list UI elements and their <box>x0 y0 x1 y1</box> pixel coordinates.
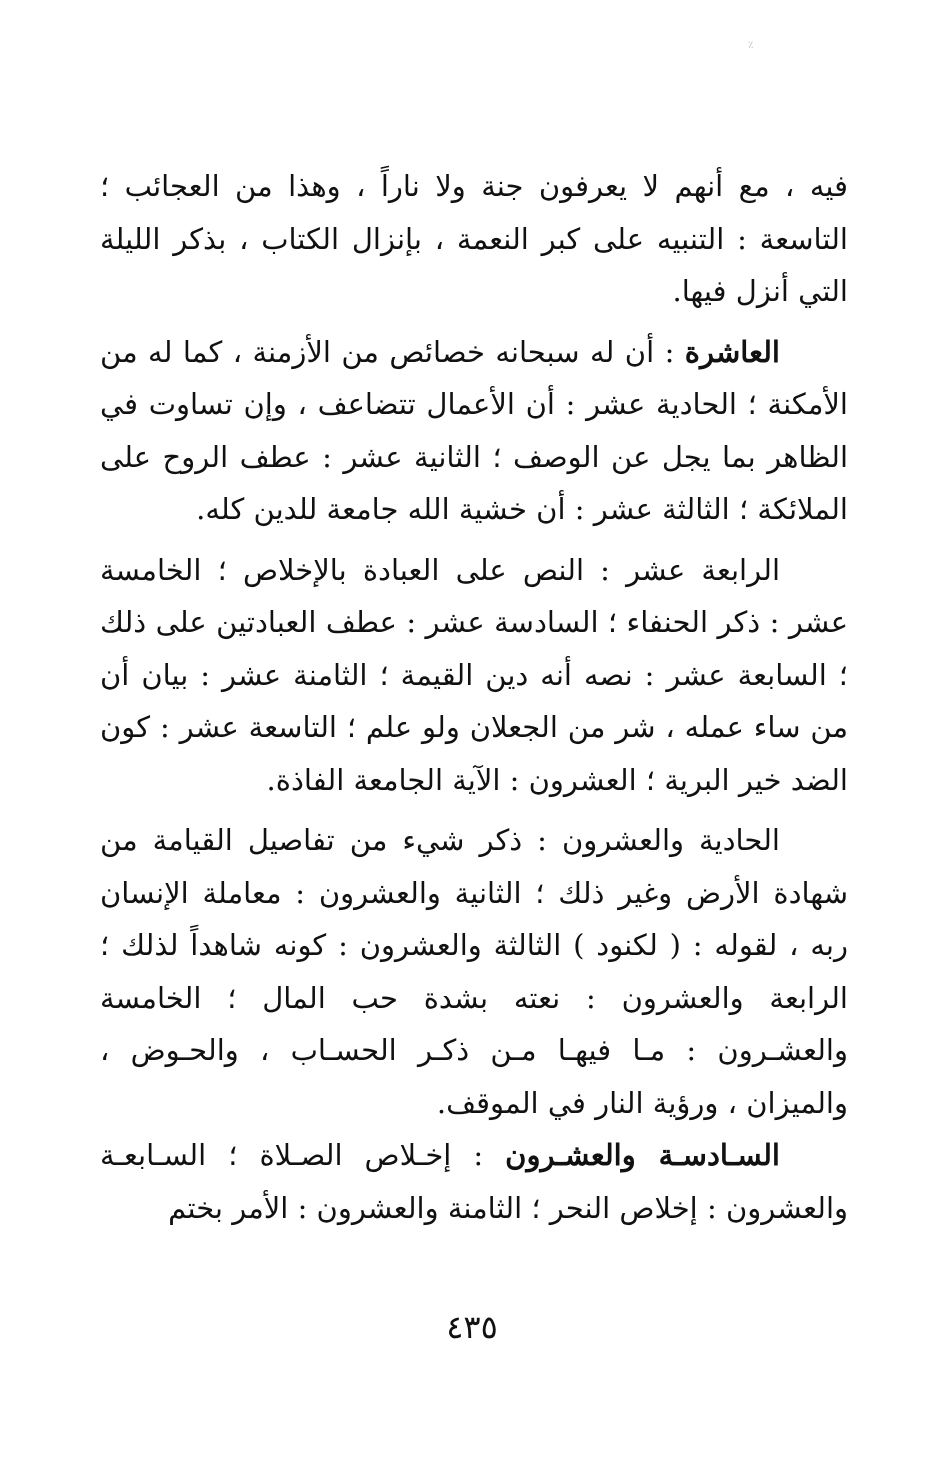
paragraph-1 <box>100 160 848 318</box>
paragraph-3-text: الرابعة عشر : النص على العبادة بالإخلاص ؛ الخامسة عشر : ذكر الحنفاء ؛ السادسة عشر : عطف العبادتين على ذلك ؛ السابعة عشر : نصه أنه دين القيمة ؛ الثامنة عشر : بيان أن من ساء عمله ، شر من الجعلان ولو علم ؛ التاسعة عشر : كون الضد خير البرية ؛ العشرون : الآية الجامعة الفاذة. <box>100 552 848 797</box>
paragraph-2-lead: العاشرة <box>684 334 780 369</box>
paragraph-5-lead: السـادسـة والعشـرون <box>505 1138 780 1172</box>
page-number: ٤٣٥ <box>446 1308 498 1346</box>
page-corner-mark: ٪ <box>748 40 754 51</box>
paragraph-2 <box>100 326 848 536</box>
paragraph-4 <box>100 814 848 1129</box>
paragraph-3 <box>100 544 848 807</box>
paragraph-5 <box>100 1129 848 1234</box>
page-body <box>100 160 848 1234</box>
paragraph-4-text: الحادية والعشرون : ذكر شيء من تفاصيل القيامة من شهادة الأرض وغير ذلك ؛ الثانية والعشرون : معاملة الإنسان ربه ، لقوله : ( لكنود ) الثالثة والعشرون : كونه شاهداً لذلك ؛ الرابعة والعشرون : نعته بشدة حب المال ؛ الخامسة والعشـرون : مـا فيهـا مـن ذكـر الحسـاب ، والحـوض ، والميزان ، ورؤية النار في الموقف. <box>100 823 848 1120</box>
paragraph-1-text: فيه ، مع أنهم لا يعرفون جنة ولا ناراً ، وهذا من العجائب ؛ التاسعة : التنبيه على كبر النعمة ، بإنزال الكتاب ، بذكر الليلة التي أنزل فيها. <box>100 169 848 308</box>
paragraph-5-text: : إخـلاص الصـلاة ؛ السـابعـة والعشرون : إخلاص النحر ؛ الثامنة والعشرون : الأمر بختم <box>100 1138 848 1225</box>
paragraph-2-text: : أن له سبحانه خصائص من الأزمنة ، كما له من الأمكنة ؛ الحادية عشر : أن الأعمال تتضاعف ، وإن تساوت في الظاهر بما يجل عن الوصف ؛ الثانية عشر : عطف الروح على الملائكة ؛ الثالثة عشر : أن خشية الله جامعة للدين كله. <box>100 334 848 526</box>
